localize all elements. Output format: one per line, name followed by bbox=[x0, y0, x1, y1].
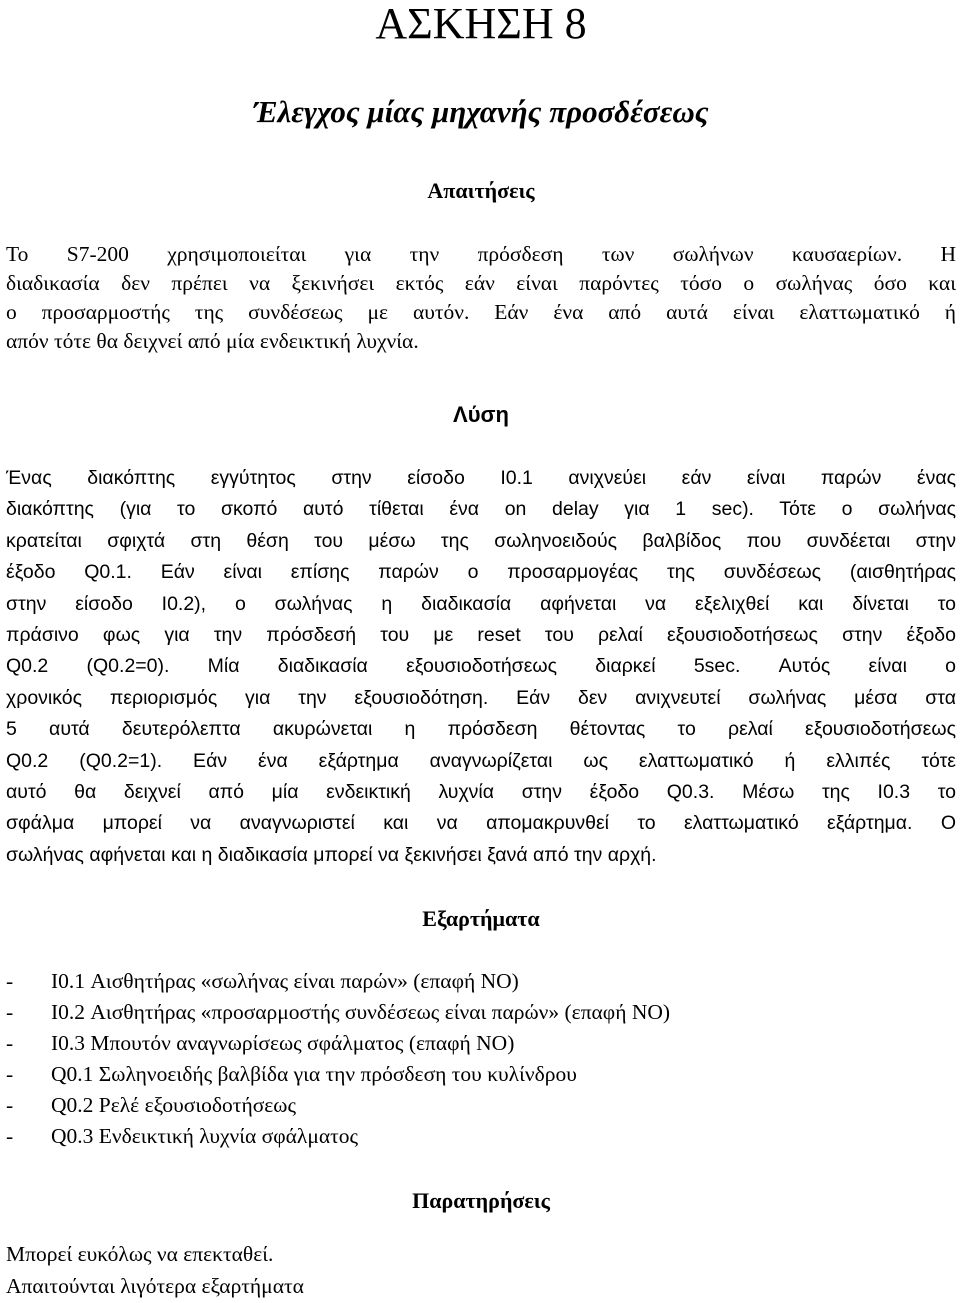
component-item bbox=[6, 1121, 670, 1152]
list-dash: - bbox=[6, 1124, 14, 1148]
document-subtitle: Έλεγχος μίας μηχανής προσδέσεως bbox=[253, 94, 709, 129]
solution-line: σωλήνας αφήνεται και η διαδικασία μπορεί να ξεκινήσει ξανά από την αρχή. bbox=[6, 843, 657, 866]
solution-line: χρονικός περιορισμός για την εξουσιοδότηση. Εάν δεν ανιχνευτεί σωλήνας μέσα στα bbox=[6, 686, 956, 709]
document-page bbox=[6, 0, 956, 1303]
solution-line: κρατείται σφιχτά στη θέση του μέσω της σωληνοειδούς βαλβίδος που συνδέεται στην bbox=[6, 529, 956, 552]
notes-line: Μπορεί ευκόλως να επεκταθεί. bbox=[6, 1242, 274, 1266]
solution-heading: Λύση bbox=[453, 402, 509, 427]
solution-line: διακόπτης (για το σκοπό αυτό τίθεται ένα on delay για 1 sec). Τότε ο σωλήνας bbox=[6, 498, 956, 521]
component-item bbox=[6, 1090, 670, 1121]
notes-heading: Παρατηρήσεις bbox=[412, 1188, 550, 1213]
component-text: I0.1 Αισθητήρας «σωλήνας είναι παρών» (επαφή NO) bbox=[51, 969, 519, 993]
requirements-line: Το S7-200 χρησιμοποιείται για την πρόσδεση των σωλήνων καυσαερίων. Η bbox=[6, 242, 956, 266]
list-dash: - bbox=[6, 1031, 14, 1055]
solution-line: Q0.2 (Q0.2=0). Μία διαδικασία εξουσιοδοτήσεως διαρκεί 5sec. Αυτός είναι ο bbox=[6, 655, 956, 678]
solution-line: 5 αυτά δευτερόλεπτα ακυρώνεται η πρόσδεση θέτοντας το ρελαί εξουσιοδοτήσεως bbox=[6, 718, 956, 741]
component-text: I0.2 Αισθητήρας «προσαρμοστής συνδέσεως είναι παρών» (επαφή NO) bbox=[51, 1000, 671, 1024]
list-dash: - bbox=[6, 1093, 14, 1117]
requirements-line: ο προσαρμοστής της συνδέσεως με αυτόν. Εάν ένα από αυτά είναι ελαττωματικό ή bbox=[6, 300, 956, 324]
solution-line: Q0.2 (Q0.2=1). Εάν ένα εξάρτημα αναγνωρίζεται ως ελαττωματικό ή ελλιπές τότε bbox=[6, 749, 956, 772]
list-dash: - bbox=[6, 1000, 14, 1024]
component-text: I0.3 Μπουτόν αναγνωρίσεως σφάλματος (επαφή NO) bbox=[51, 1031, 515, 1055]
requirements-line: διαδικασία δεν πρέπει να ξεκινήσει εκτός εάν είναι παρόντες τόσο ο σωλήνας όσο και bbox=[6, 271, 956, 295]
solution-paragraph bbox=[6, 463, 956, 871]
document-title: ΑΣΚΗΣΗ 8 bbox=[375, 0, 587, 48]
requirements-paragraph bbox=[6, 240, 956, 356]
requirements-line: απόν τότε θα δειχνεί από μία ενδεικτική λυχνία. bbox=[6, 329, 419, 353]
solution-line: Ένας διακόπτης εγγύτητος στην είσοδο I0.1 ανιχνεύει εάν είναι παρών ένας bbox=[6, 467, 956, 489]
component-item bbox=[6, 997, 670, 1028]
components-list bbox=[6, 966, 670, 1152]
component-item bbox=[6, 1028, 670, 1059]
component-text: Q0.2 Ρελέ εξουσιοδοτήσεως bbox=[51, 1093, 296, 1117]
solution-line: πράσινο φως για την πρόσδεσή του με reset του ρελαί εξουσιοδοτήσεως στην έξοδο bbox=[6, 624, 956, 647]
component-item bbox=[6, 966, 670, 997]
component-text: Q0.1 Σωληνοειδής βαλβίδα για την πρόσδεση του κυλίνδρου bbox=[51, 1062, 577, 1086]
list-dash: - bbox=[6, 1062, 14, 1086]
requirements-heading: Απαιτήσεις bbox=[427, 178, 535, 203]
component-item bbox=[6, 1059, 670, 1090]
solution-line: σφάλμα μπορεί να αναγνωριστεί και να απομακρυνθεί το ελαττωματικό εξάρτημα. Ο bbox=[6, 812, 956, 835]
notes-line: Απαιτούνται λιγότερα εξαρτήματα bbox=[6, 1274, 304, 1298]
solution-line: αυτό θα δειχνεί από μία ενδεικτική λυχνία στην έξοδο Q0.3. Μέσω της I0.3 το bbox=[6, 781, 956, 804]
solution-line: στην είσοδο I0.2), ο σωλήνας η διαδικασία αφήνεται να εξελιχθεί και δίνεται το bbox=[6, 592, 956, 615]
component-text: Q0.3 Ενδεικτική λυχνία σφάλματος bbox=[51, 1124, 359, 1148]
notes-paragraph bbox=[6, 1238, 304, 1302]
list-dash: - bbox=[6, 969, 14, 993]
components-heading: Εξαρτήματα bbox=[422, 906, 540, 931]
solution-line: έξοδο Q0.1. Εάν είναι επίσης παρών ο προσαρμογέας της συνδέσεως (αισθητήρας bbox=[6, 561, 956, 584]
